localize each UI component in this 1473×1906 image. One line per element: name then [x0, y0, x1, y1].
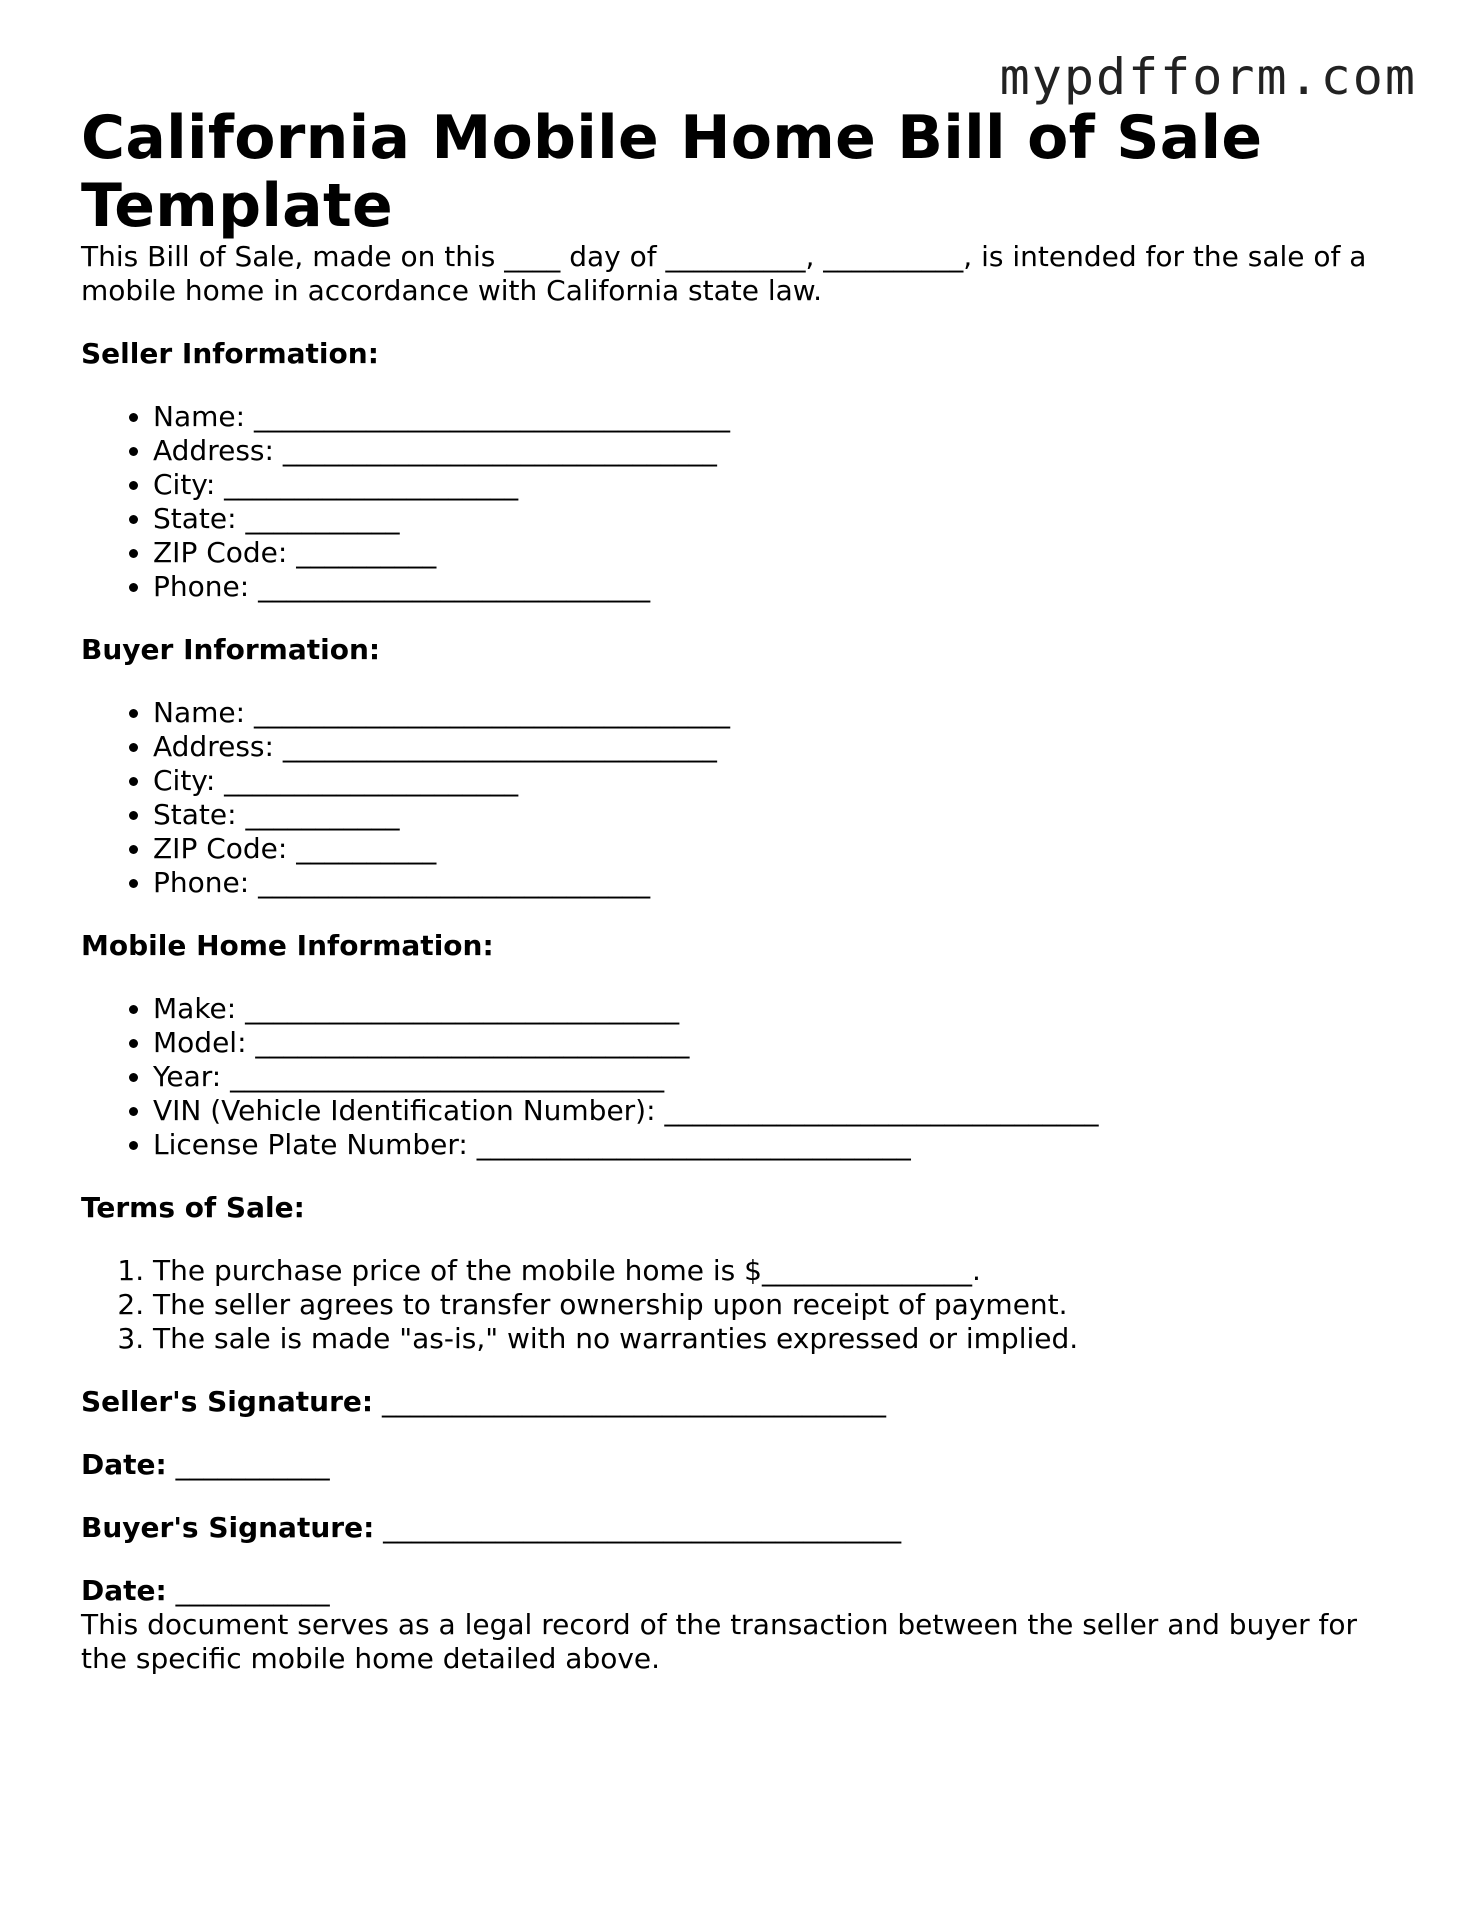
buyer-date-label: Date: [81, 1574, 167, 1607]
seller-date-line [81, 1448, 1401, 1482]
seller-zip-field: • ZIP Code: __________ [153, 536, 1401, 570]
mobile-home-info-heading: Mobile Home Information: [81, 929, 494, 962]
buyer-signature-line [81, 1511, 1401, 1545]
buyer-date-line [81, 1574, 1401, 1608]
seller-city-field: • City: _____________________ [153, 468, 1401, 502]
buyer-info-heading: Buyer Information: [81, 633, 381, 666]
seller-info-list [81, 400, 1401, 604]
make-field: • Make: _______________________________ [153, 992, 1401, 1026]
seller-signature-blank: ____________________________________ [373, 1385, 886, 1418]
seller-address-field: • Address: _______________________________ [153, 434, 1401, 468]
license-plate-field: • License Plate Number: _______________________________ [153, 1128, 1401, 1162]
watermark: mypdfform.com [999, 48, 1417, 106]
vin-field: • VIN (Vehicle Identification Number): _______________________________ [153, 1094, 1401, 1128]
terms-of-sale-heading: Terms of Sale: [81, 1191, 305, 1224]
buyer-info-list [81, 696, 1401, 900]
term-as-is: 3. The sale is made "as-is," with no warranties expressed or implied. [153, 1322, 1401, 1356]
seller-signature-line [81, 1385, 1401, 1419]
seller-info-heading: Seller Information: [81, 337, 379, 370]
year-field: • Year: _______________________________ [153, 1060, 1401, 1094]
buyer-state-field: • State: ___________ [153, 798, 1401, 832]
term-transfer-ownership: 2. The seller agrees to transfer ownership upon receipt of payment. [153, 1288, 1401, 1322]
seller-date-blank: ___________ [166, 1448, 330, 1481]
buyer-phone-field: • Phone: ____________________________ [153, 866, 1401, 900]
terms-of-sale-list [81, 1254, 1401, 1356]
page-title: California Mobile Home Bill of Sale Template [81, 103, 1263, 241]
seller-name-field: • Name: __________________________________ [153, 400, 1401, 434]
closing-paragraph: This document serves as a legal record of the transaction between the seller and buyer for the specific mobile home detailed above. [81, 1608, 1358, 1675]
mobile-home-info-list [81, 992, 1401, 1162]
buyer-signature-label: Buyer's Signature: [81, 1511, 375, 1544]
model-field: • Model: _______________________________ [153, 1026, 1401, 1060]
seller-state-field: • State: ___________ [153, 502, 1401, 536]
buyer-zip-field: • ZIP Code: __________ [153, 832, 1401, 866]
seller-date-label: Date: [81, 1448, 167, 1481]
buyer-address-field: • Address: _______________________________ [153, 730, 1401, 764]
buyer-date-blank: ___________ [166, 1574, 330, 1607]
buyer-city-field: • City: _____________________ [153, 764, 1401, 798]
buyer-name-field: • Name: __________________________________ [153, 696, 1401, 730]
document-page [81, 104, 1401, 1676]
seller-phone-field: • Phone: ____________________________ [153, 570, 1401, 604]
intro-paragraph: This Bill of Sale, made on this ____ day of __________, __________, is intended for the sale of a mobile home in accordance with California state law. [81, 240, 1367, 307]
seller-signature-label: Seller's Signature: [81, 1385, 374, 1418]
term-purchase-price: 1. The purchase price of the mobile home is $_______________. [153, 1254, 1401, 1288]
buyer-signature-blank: _____________________________________ [374, 1511, 902, 1544]
